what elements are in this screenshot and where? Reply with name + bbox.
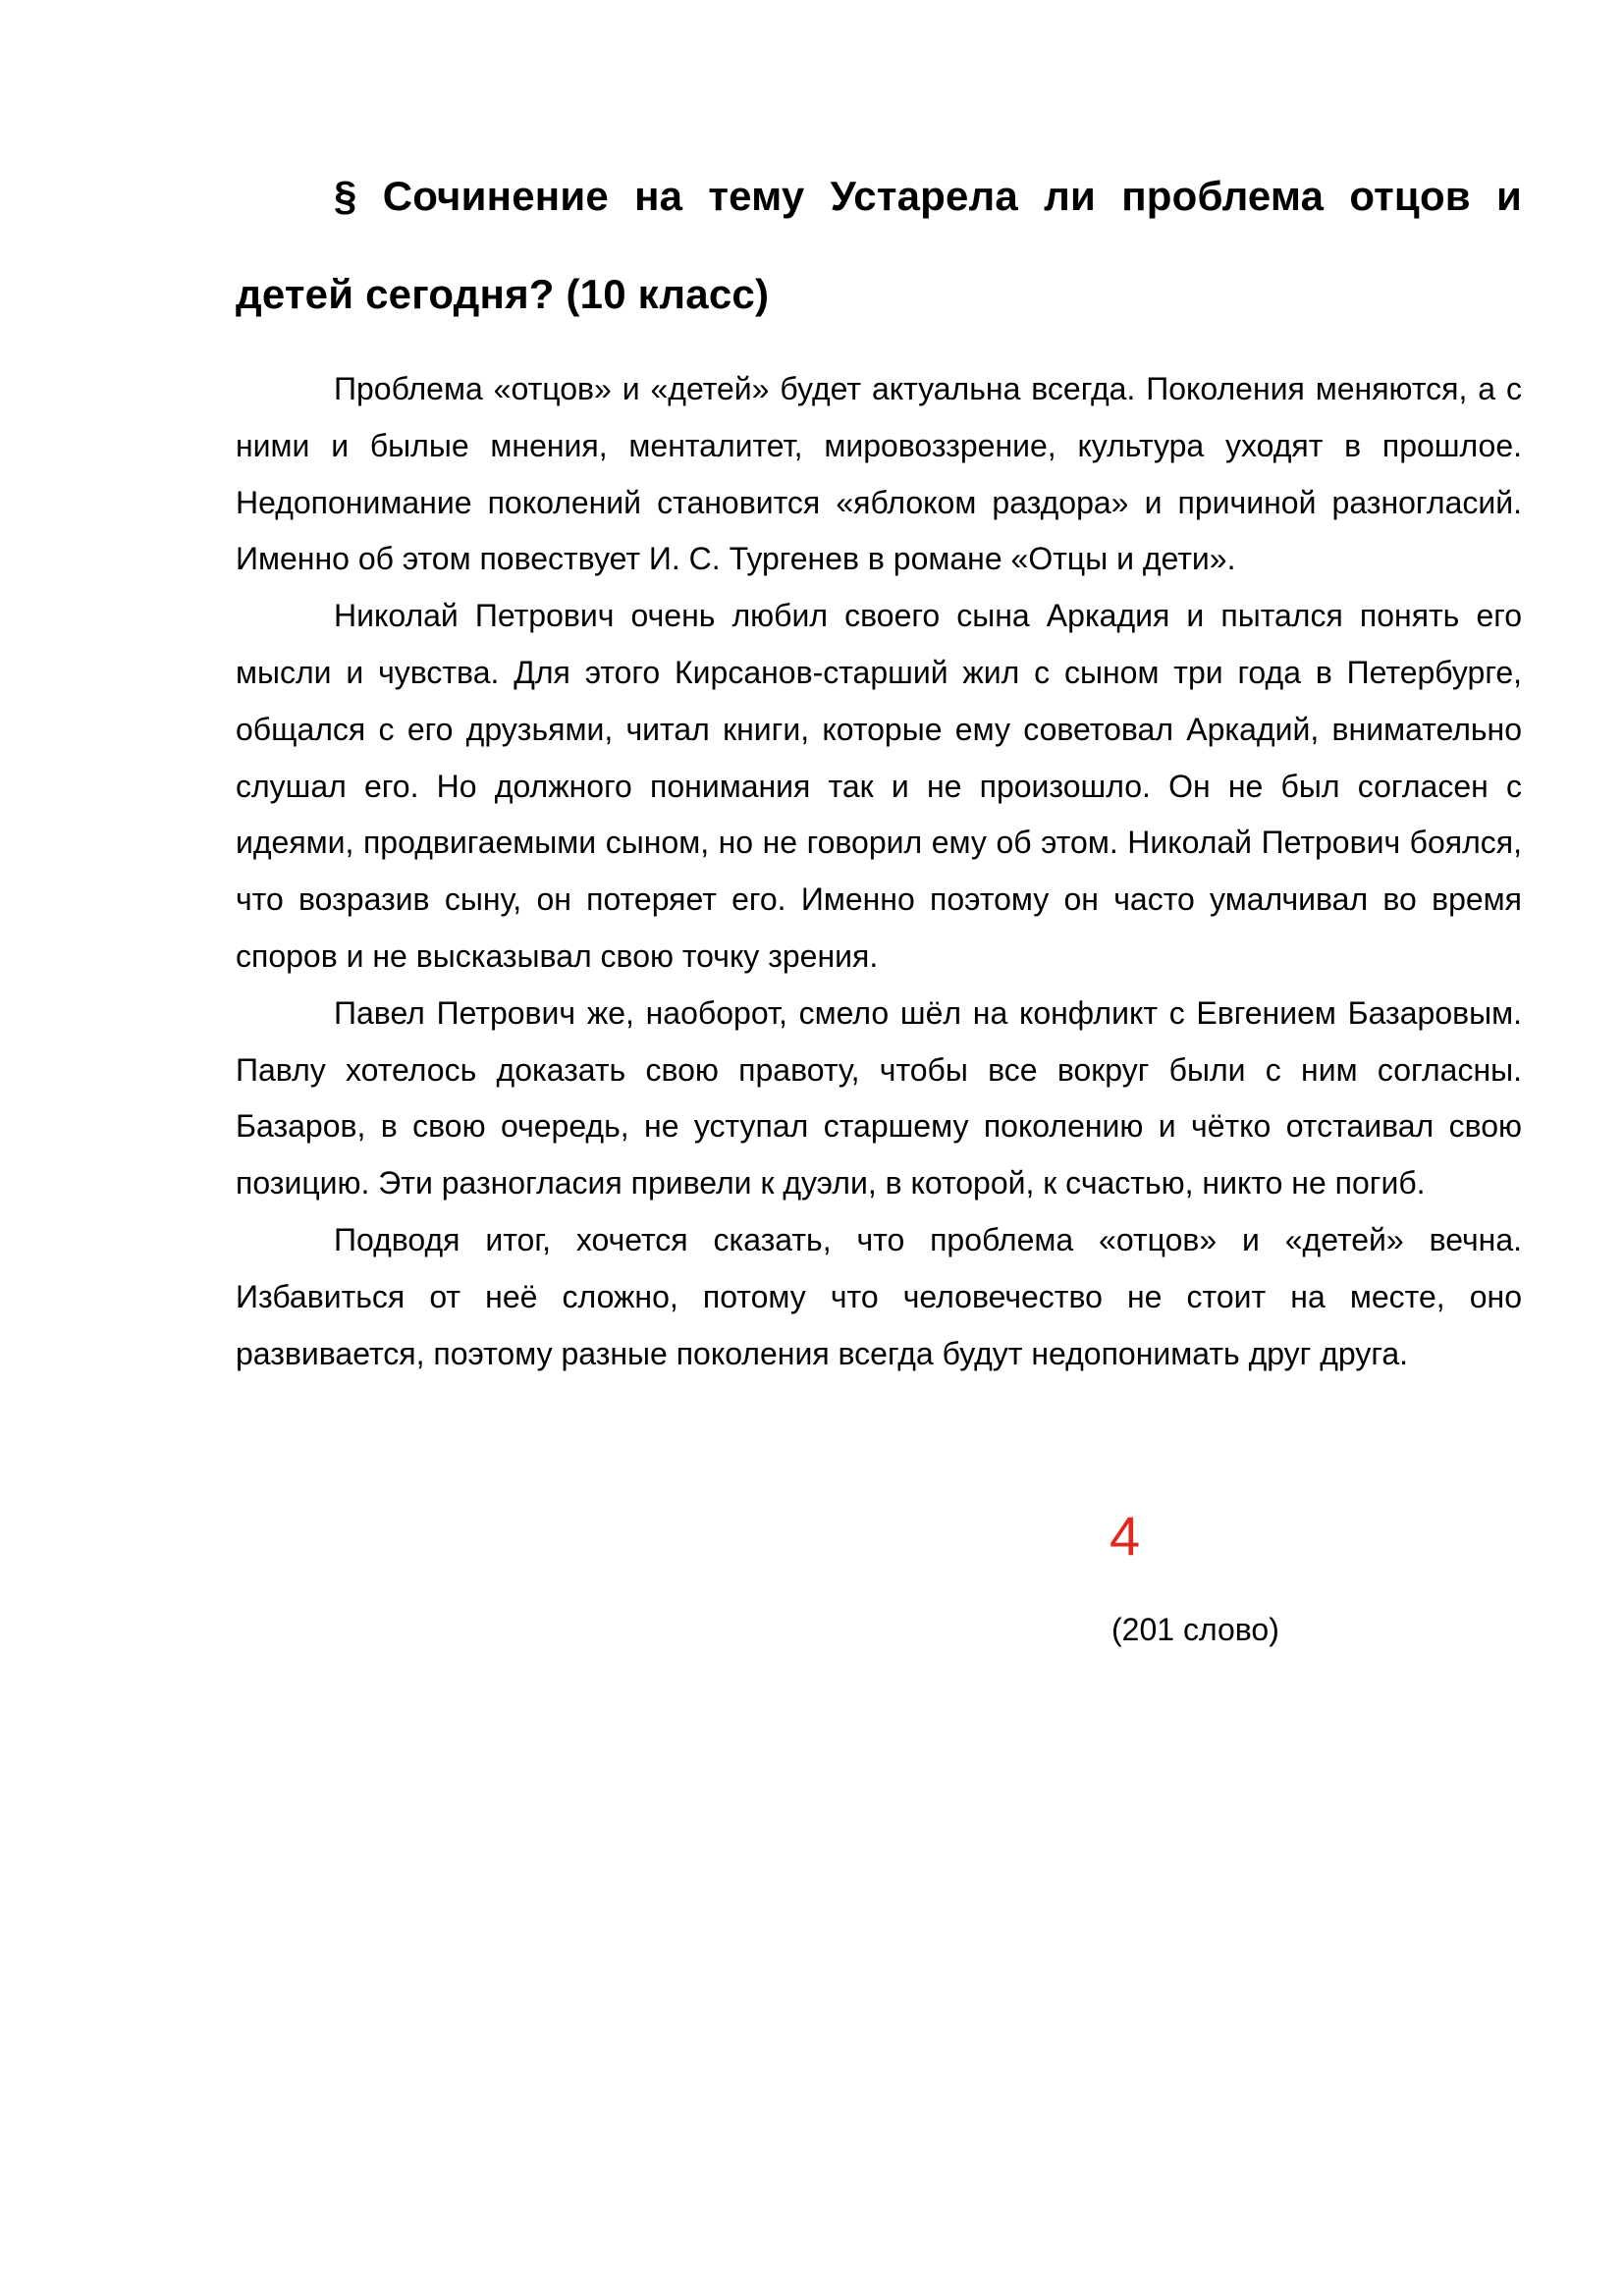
paragraph-conclusion: Подводя итог, хочется сказать, что проблема «отцов» и «детей» вечна. Избавиться от неё сложно, потому что человечество не стоит на месте, оно развивается, поэтому разные поколения всегда будут недопонимать друг друга.	[236, 1221, 1522, 1371]
grade-mark: 4	[1110, 1505, 1141, 1567]
paragraph-intro: Проблема «отцов» и «детей» будет актуальна всегда. Поколения меняются, а с ними и былые мнения, менталитет, мировоззрение, культура уходят в прошлое. Недопонимание поколений становится «яблоком раздора» и причиной разногласий. Именно об этом повествует И. С. Тургенев в романе «Отцы и дети».	[236, 371, 1522, 577]
paragraph-nikolai: Николай Петрович очень любил своего сына Аркадия и пытался понять его мысли и чувства. Для этого Кирсанов-старший жил с сыном три года в Петербурге, общался с его друзьями, читал книги, которые ему советовал Аркадий, внимательно слушал его. Но должного понимания так и не произошло. Он не был согласен с идеями, продвигаемыми сыном, но не говорил ему об этом. Николай Петрович боялся, что возразив сыну, он потеряет его. Именно поэтому он часто умалчивал во время споров и не высказывал свою точку зрения.	[236, 598, 1522, 974]
essay-title: § Сочинение на тему Устарела ли проблема отцов и детей сегодня? (10 класс)	[236, 173, 1522, 317]
word-count: (201 слово)	[1111, 1612, 1279, 1647]
paragraph-pavel: Павел Петрович же, наоборот, смело шёл на конфликт с Евгением Базаровым. Павлу хотелось доказать свою правоту, чтобы все вокруг были с ним согласны. Базаров, в свою очередь, не уступал старшему поколению и чётко отстаивал свою позицию. Эти разногласия привели к дуэли, в которой, к счастью, никто не погиб.	[236, 994, 1522, 1201]
essay-body	[236, 361, 1522, 1382]
